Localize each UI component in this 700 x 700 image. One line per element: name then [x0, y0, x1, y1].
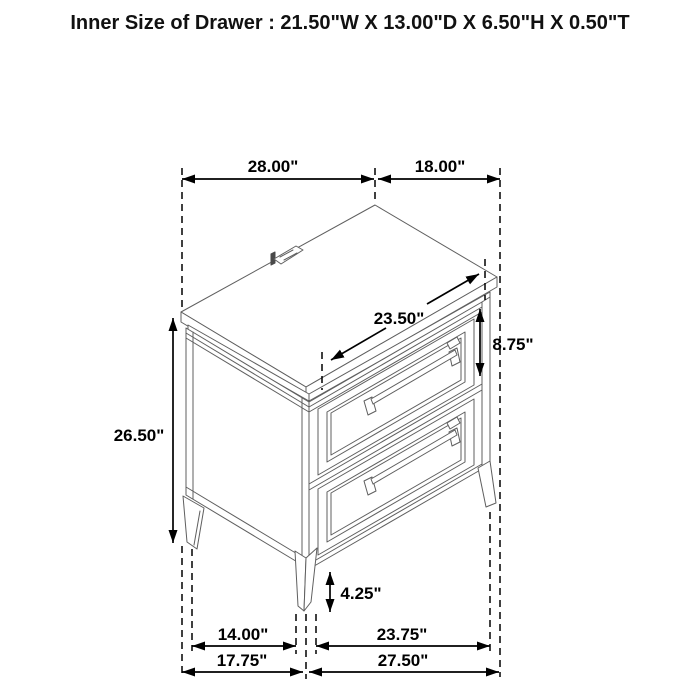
- dim-top-depth: [378, 157, 500, 179]
- leg-front: [295, 548, 317, 611]
- dim-top-depth-label: 18.00": [414, 157, 466, 176]
- dim-base-depth-overall: [182, 651, 303, 672]
- dim-drawer-section-height-label: 8.75": [492, 335, 534, 354]
- dim-base-span-side-label: 14.00": [217, 625, 269, 644]
- drawing-title: Inner Size of Drawer : 21.50"W X 13.00"D X 6.50"H X 0.50"T: [70, 12, 630, 34]
- dim-top-width: [182, 157, 374, 179]
- dim-base-depth-overall-label: 17.75": [216, 651, 268, 670]
- right-side-sliver: [482, 297, 490, 469]
- dim-overall-height: [114, 318, 173, 543]
- nightstand-drawing: [181, 205, 497, 611]
- dim-base-width-overall: [309, 651, 499, 672]
- dim-overall-height-label: 26.50": [113, 426, 165, 445]
- dim-base-width-overall-label: 27.50": [377, 651, 429, 670]
- leg-right: [478, 461, 496, 507]
- dim-leg-height: [330, 572, 382, 612]
- dim-top-surface-width-label: 23.50": [373, 309, 425, 328]
- dim-base-span-front-label: 23.75": [376, 625, 428, 644]
- dim-leg-height-label: 4.25": [340, 584, 382, 603]
- dim-base-span-front: [316, 625, 490, 646]
- dim-top-width-label: 28.00": [247, 157, 299, 176]
- dim-base-span-side: [192, 625, 296, 646]
